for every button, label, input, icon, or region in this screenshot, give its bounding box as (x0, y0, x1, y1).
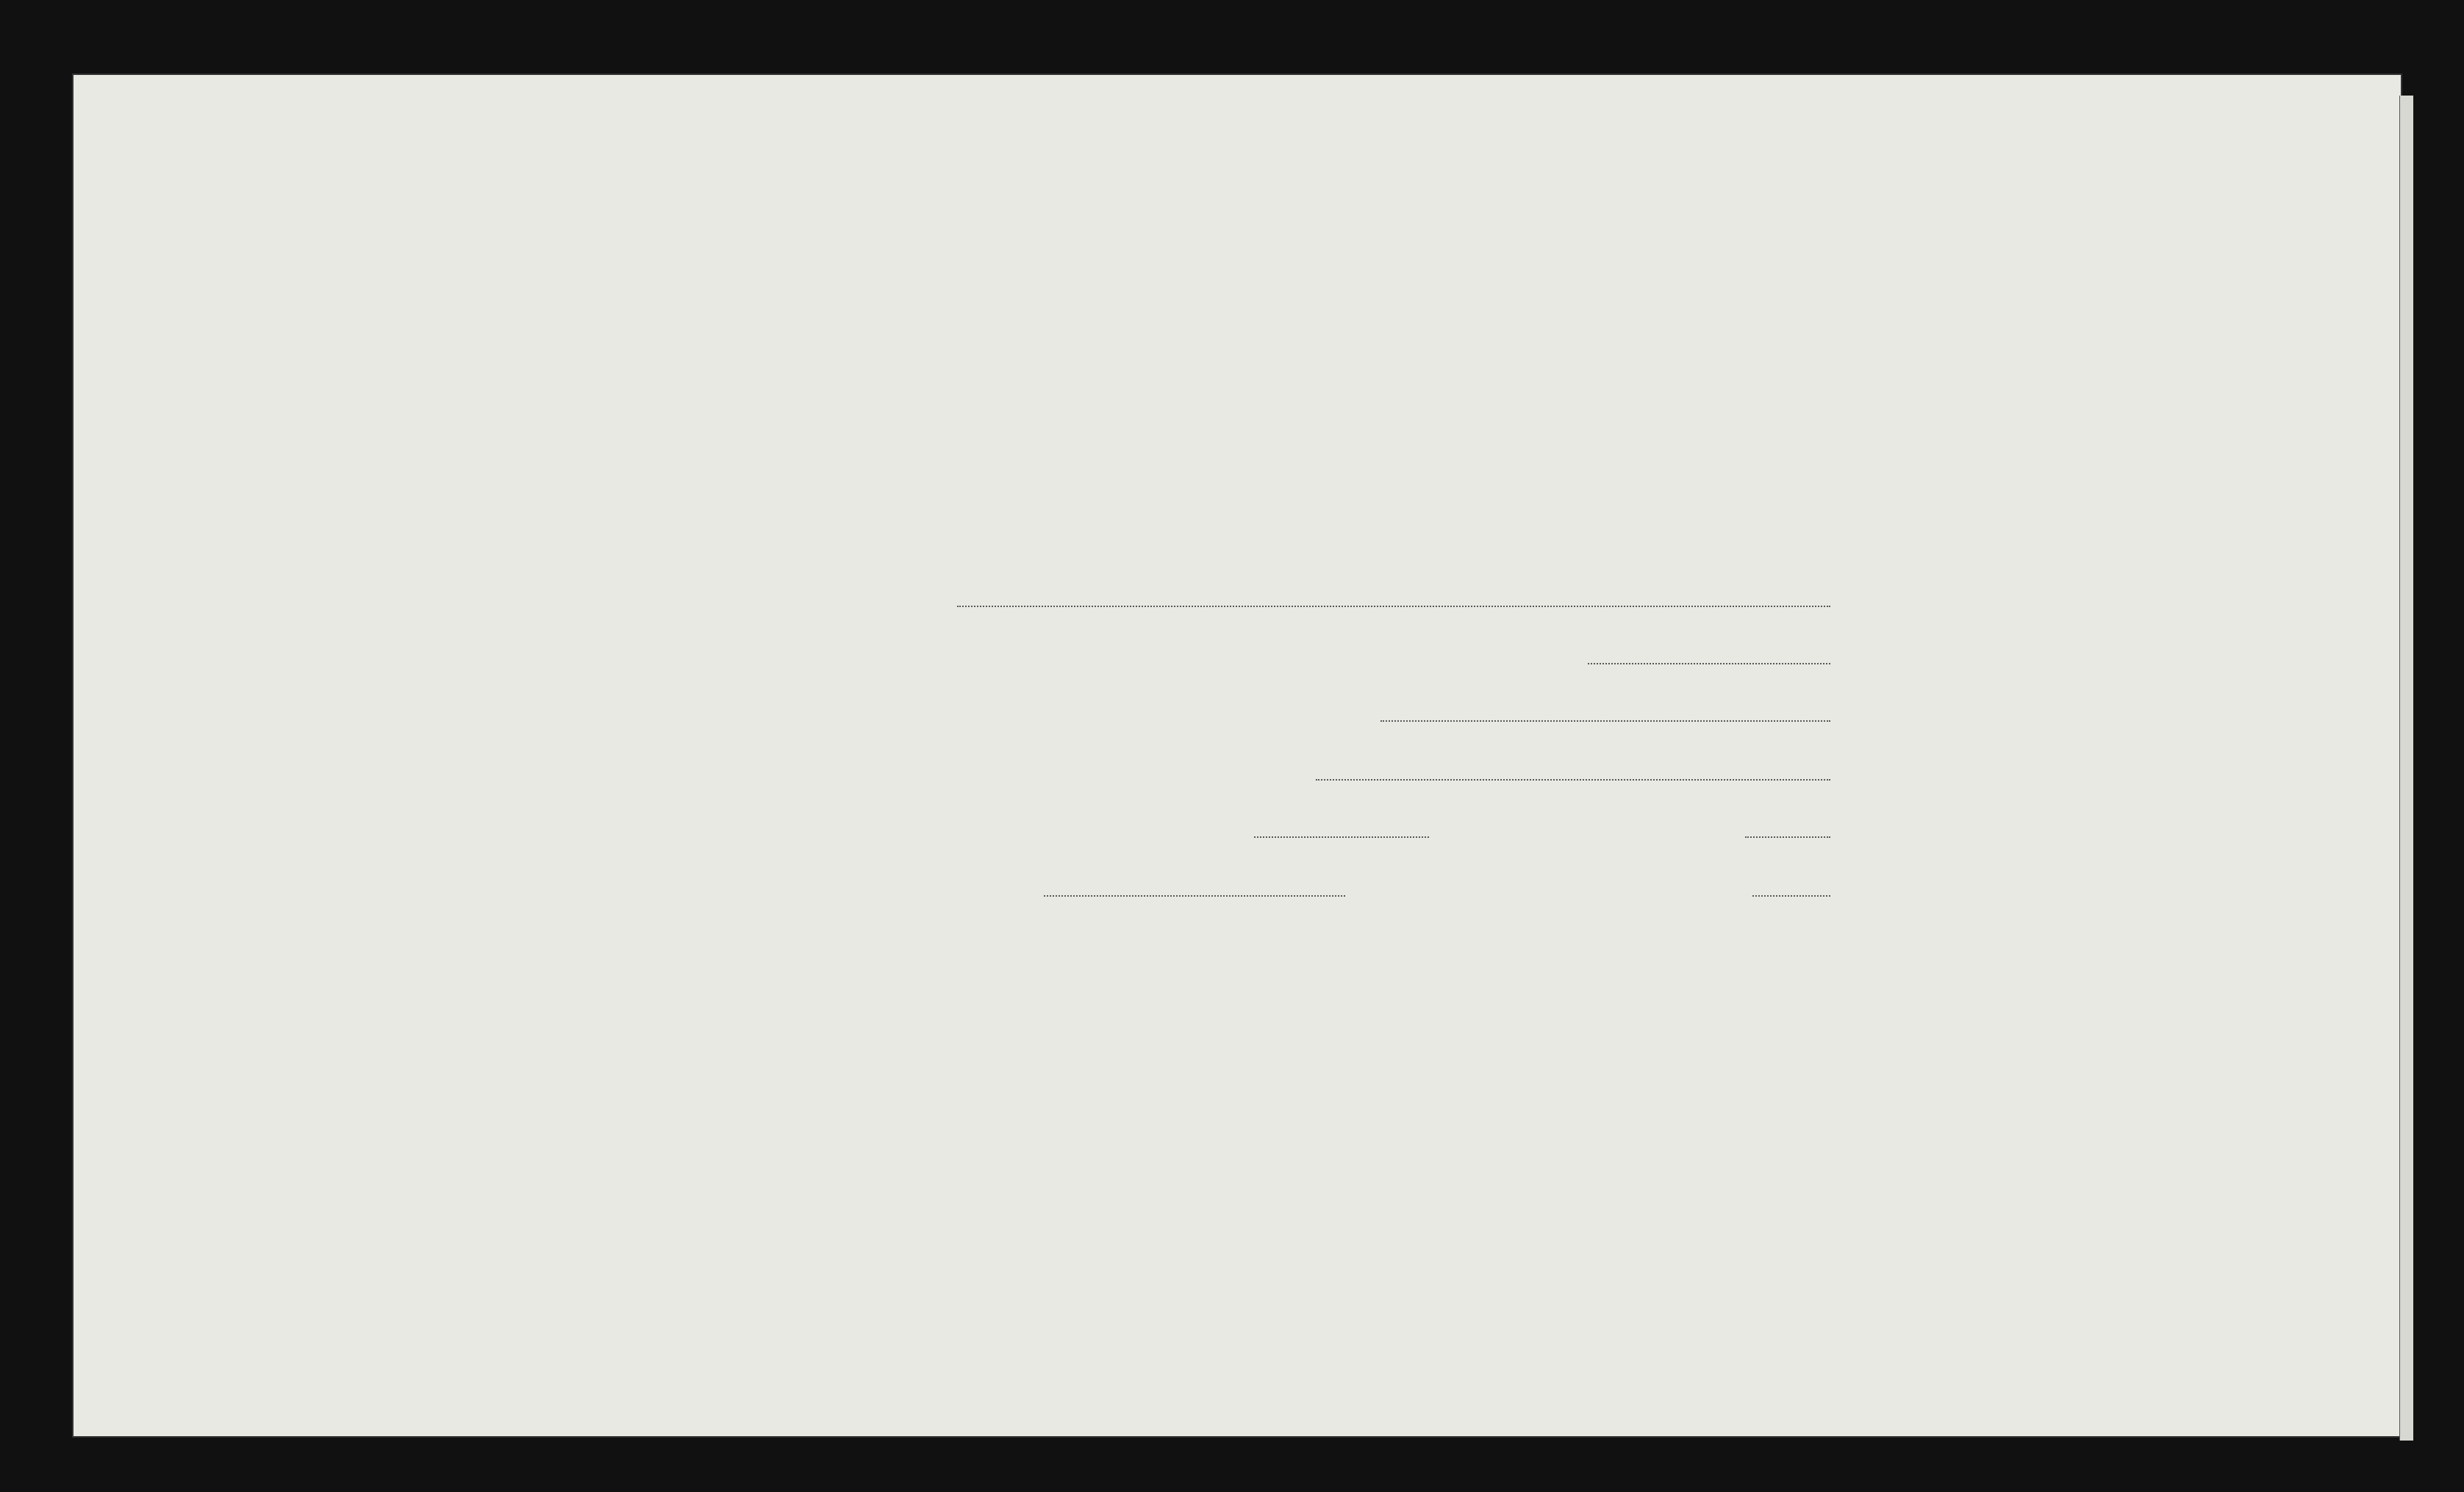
answer-line[interactable] (1588, 663, 1830, 664)
answer-line[interactable] (1752, 895, 1830, 897)
answer-line[interactable] (1044, 895, 1345, 897)
answer-line[interactable] (1380, 720, 1830, 722)
answer-line[interactable] (1316, 779, 1830, 781)
card-edge (2399, 96, 2413, 1441)
answer-line[interactable] (1254, 836, 1429, 838)
census-card (72, 73, 2402, 1438)
answer-line[interactable] (1745, 836, 1830, 838)
answer-line[interactable] (957, 606, 1830, 607)
